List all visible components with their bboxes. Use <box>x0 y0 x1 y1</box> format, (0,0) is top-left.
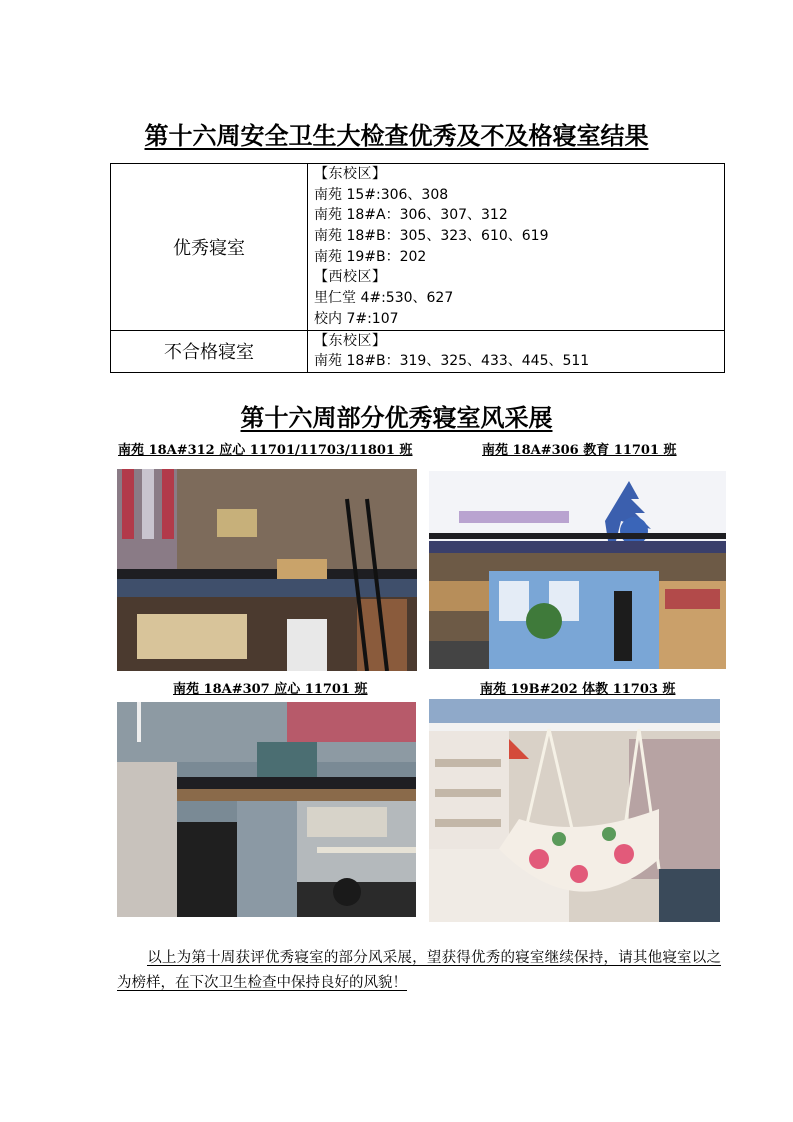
results-table <box>110 163 725 373</box>
list-item: 里仁堂 4#:530、627 <box>314 290 454 307</box>
dorm-photo-wood-wall <box>117 469 417 671</box>
list-item: 【东校区】 <box>314 166 387 182</box>
photo-caption: 南苑 18A#307 应心 11701 班 <box>173 682 368 697</box>
dorm-photo-blue-wall <box>117 702 416 917</box>
table-row <box>111 164 725 331</box>
photo-caption: 南苑 18A#312 应心 11701/11703/11801 班 <box>118 443 413 458</box>
list-item: 南苑 18#B：305、323、610、619 <box>314 228 549 245</box>
list-item: 南苑 18#B：319、325、433、445、511 <box>314 353 590 370</box>
gallery-title: 第十六周部分优秀寝室风采展 <box>240 404 553 432</box>
list-item: 南苑 19#B：202 <box>314 248 427 265</box>
dorm-photo-hammock <box>429 699 720 922</box>
fail-label: 不合格寝室 <box>111 330 308 372</box>
excellent-list <box>308 164 725 331</box>
photo-caption: 南苑 19B#202 体教 11703 班 <box>480 682 676 697</box>
closing-paragraph: 以上为第十周获评优秀寝室的部分风采展，望获得优秀的寝室继续保持，请其他寝室以之为榜样，在下次卫生检查中保持良好的风貌！ <box>117 950 721 991</box>
list-item: 南苑 15#:306、308 <box>314 186 449 203</box>
list-item: 校内 7#:107 <box>314 310 399 327</box>
fail-list <box>308 330 725 372</box>
list-item: 南苑 18#A：306、307、312 <box>314 207 508 224</box>
table-row <box>111 330 725 372</box>
list-item: 【东校区】 <box>314 332 387 349</box>
dorm-photo-deer-mural <box>429 471 726 669</box>
excellent-label: 优秀寝室 <box>111 164 308 331</box>
list-item: 【西校区】 <box>314 269 387 286</box>
photo-caption: 南苑 18A#306 教育 11701 班 <box>482 443 677 458</box>
page-title: 第十六周安全卫生大检查优秀及不及格寝室结果 <box>144 122 649 150</box>
